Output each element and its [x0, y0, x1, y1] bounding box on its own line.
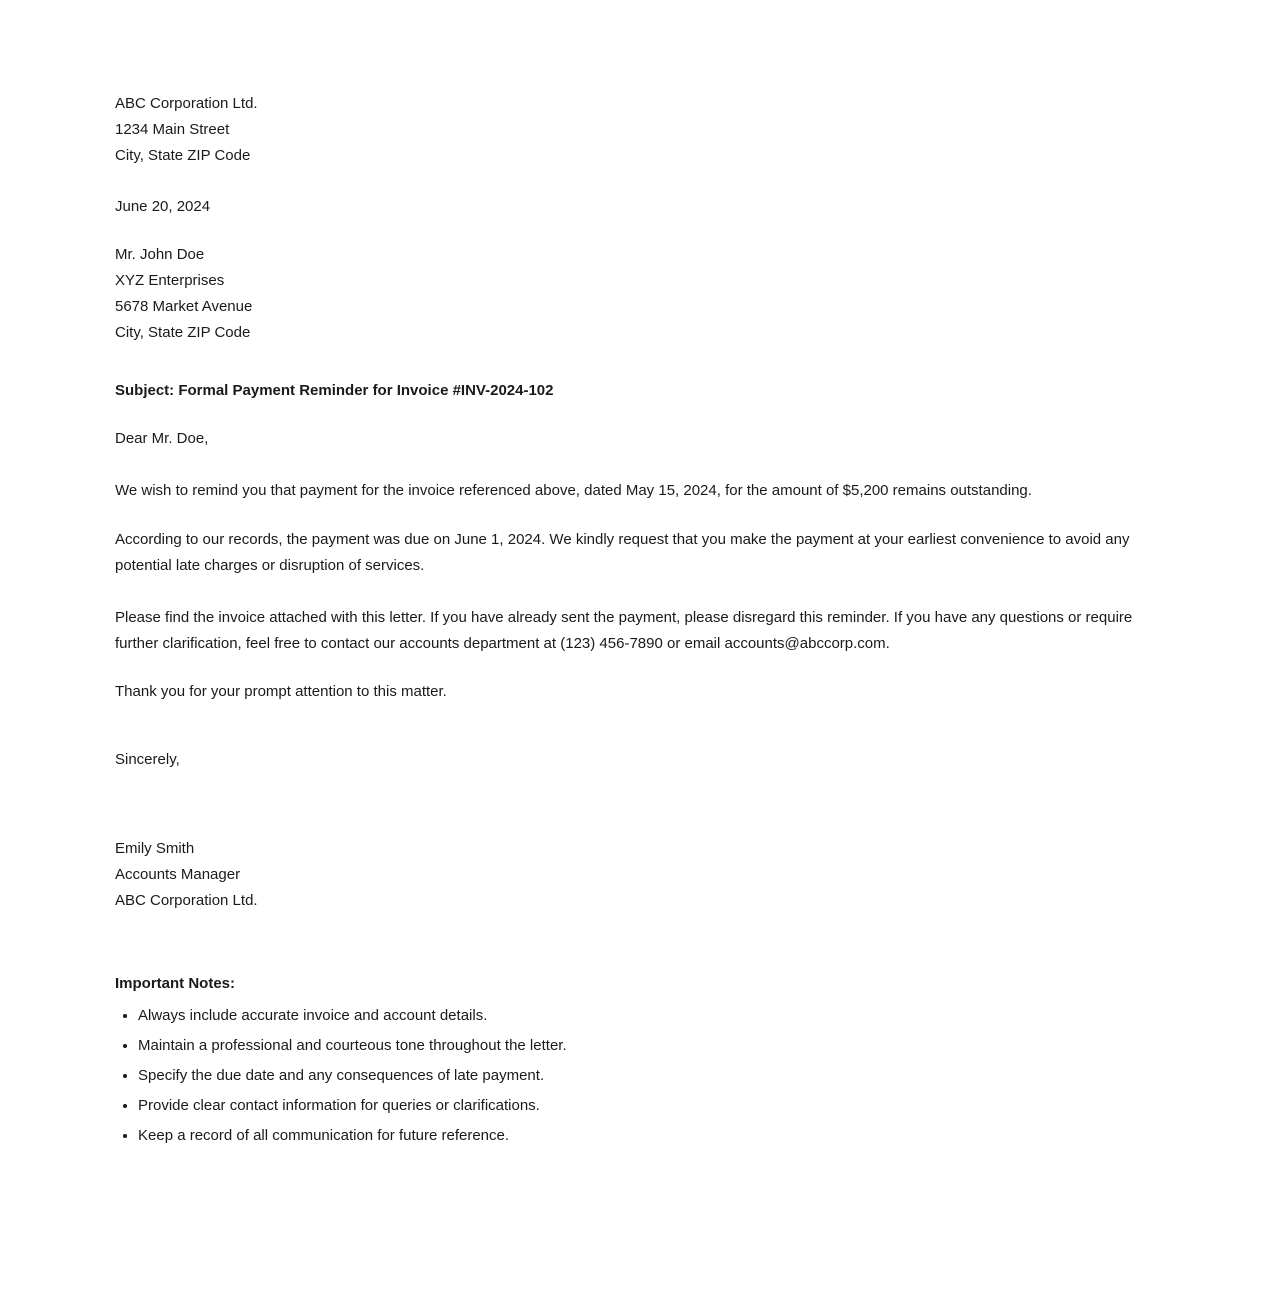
- signature-block: [115, 836, 1163, 914]
- note-item: • Maintain a professional and courteous tone throughout the letter.: [138, 1031, 1163, 1061]
- signature-name: Emily Smith: [115, 840, 195, 857]
- note-item: • Keep a record of all communication for future reference.: [138, 1121, 1163, 1151]
- note-item: • Always include accurate invoice and account details.: [138, 1001, 1163, 1031]
- note-item: • Provide clear contact information for queries or clarifications.: [138, 1091, 1163, 1121]
- notes-list: [115, 1001, 1163, 1151]
- notes-heading: Important Notes:: [115, 975, 235, 992]
- sender-city: City, State ZIP Code: [115, 147, 251, 164]
- signature-title: Accounts Manager: [115, 866, 241, 883]
- recipient-name: Mr. John Doe: [115, 246, 205, 263]
- subject-line: Subject: Formal Payment Reminder for Invoice #INV-2024-102: [115, 382, 554, 399]
- recipient-company: XYZ Enterprises: [115, 272, 225, 289]
- body-paragraph-2: According to our records, the payment was due on June 1, 2024. We kindly request that you make the payment at your earliest convenience to avoid any potential late charges or disruption of services.: [115, 531, 1130, 574]
- closing: Sincerely,: [115, 751, 180, 768]
- recipient-address: [115, 242, 1163, 346]
- salutation: Dear Mr. Doe,: [115, 430, 209, 447]
- recipient-city: City, State ZIP Code: [115, 324, 251, 341]
- sender-street: 1234 Main Street: [115, 121, 230, 138]
- body-paragraph-4: Thank you for your prompt attention to this matter.: [115, 683, 447, 700]
- note-item: • Specify the due date and any consequences of late payment.: [138, 1061, 1163, 1091]
- letter-date: June 20, 2024: [115, 198, 211, 215]
- sender-company: ABC Corporation Ltd.: [115, 95, 258, 112]
- body-paragraph-1: We wish to remind you that payment for the invoice referenced above, dated May 15, 2024, for the amount of $5,200 remains outstanding.: [115, 482, 1032, 499]
- body-paragraph-3: Please find the invoice attached with this letter. If you have already sent the payment, please disregard this reminder. If you have any questions or require further clarification, feel free to contact our accounts department at (123) 456-7890 or email accounts@abccorp.com.: [115, 609, 1133, 652]
- recipient-street: 5678 Market Avenue: [115, 298, 253, 315]
- signature-company: ABC Corporation Ltd.: [115, 892, 258, 909]
- sender-address: [115, 91, 1163, 169]
